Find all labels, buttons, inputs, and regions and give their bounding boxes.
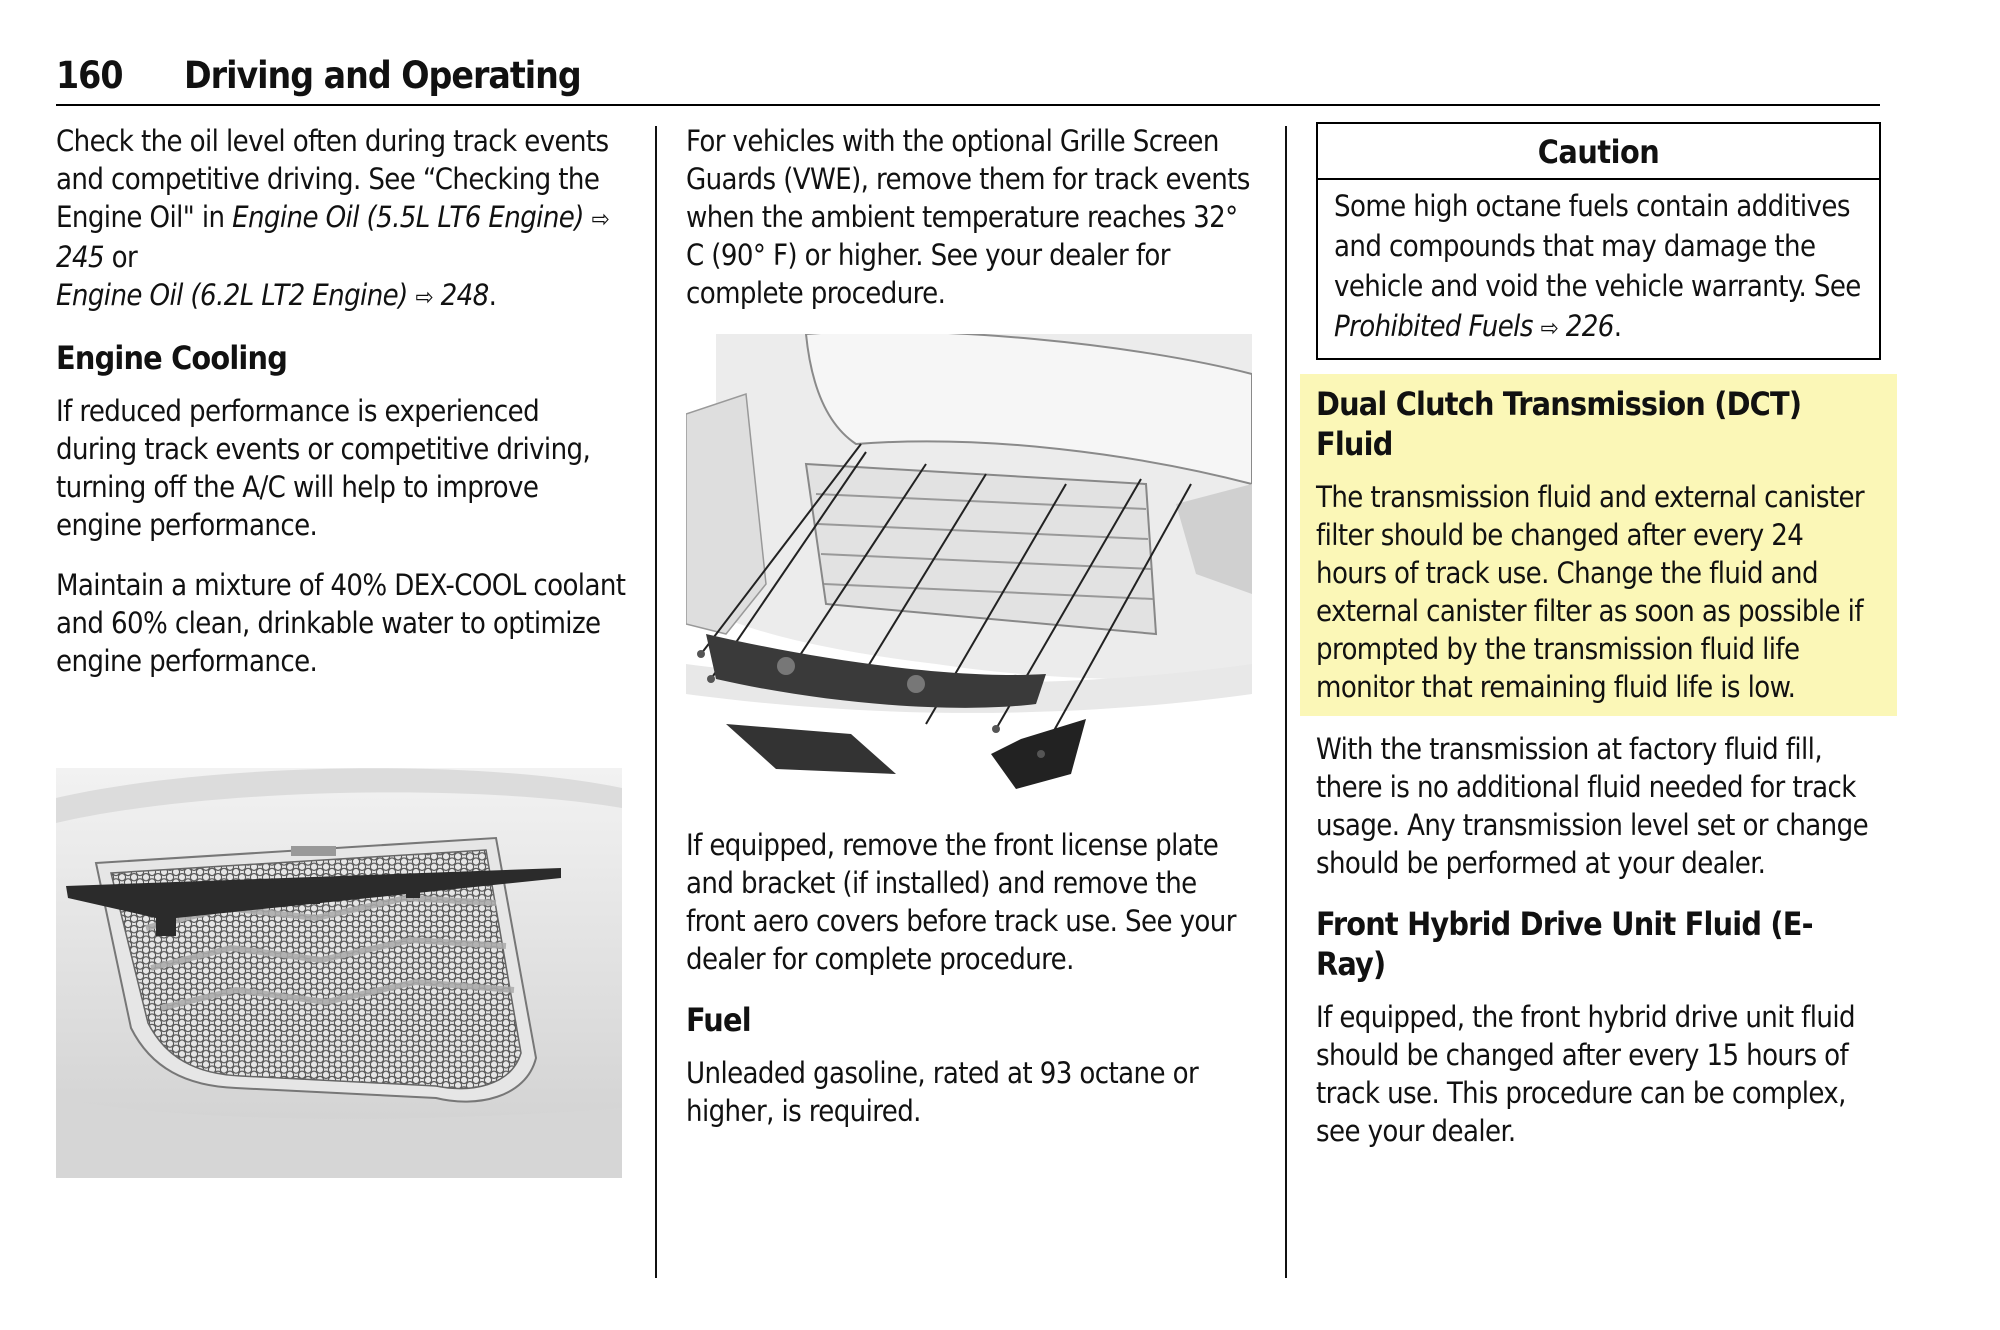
hybrid-paragraph: If equipped, the front hybrid drive unit fluid should be changed after every 15 hours of track use. This procedure can be complex, see your dealer.	[1316, 1000, 1855, 1148]
page-number: 160	[56, 54, 123, 97]
dct-highlight-block	[1300, 374, 1897, 716]
engine-cooling-heading: Engine Cooling	[56, 339, 288, 377]
dct-paragraph-2: With the transmission at factory fluid fill, there is no additional fluid needed for track usage. Any transmission level set or change should be performed at your dealer.	[1316, 732, 1869, 880]
grille-screen-illustration	[56, 768, 622, 1178]
cooling-paragraph-1: If reduced performance is experienced during track events or competitive driving, turning off the A/C will help to improve engine performance.	[56, 394, 591, 542]
caution-text: Some high octane fuels contain additives and compounds that may damage the vehicle and void the vehicle warranty. See Prohibited Fuels ⇨ 226.	[1334, 189, 1861, 343]
page-header	[56, 54, 1880, 106]
fuel-paragraph: Unleaded gasoline, rated at 93 octane or higher, is required.	[686, 1056, 1199, 1128]
oil-ref-lt6-link[interactable]: Engine Oil (5.5L LT6 Engine) ⇨ 245	[56, 200, 609, 274]
page-ref-arrow-icon: ⇨	[1540, 314, 1559, 342]
cooling-paragraph-2: Maintain a mixture of 40% DEX-COOL coolant and 60% clean, drinkable water to optimize engine performance.	[56, 568, 626, 678]
column-right	[1316, 122, 1881, 1172]
caution-title: Caution	[1318, 124, 1879, 180]
grille-guards-paragraph: For vehicles with the optional Grille Screen Guards (VWE), remove them for track events when the ambient temperature reaches 32° C (90° F) or higher. See your dealer for complete procedure.	[686, 124, 1250, 310]
dct-paragraph-1: The transmission fluid and external canister filter should be changed after every 24 hours of track use. Change the fluid and external canister filter as soon as possible if prompted by the transmission fluid life monitor that remaining fluid life is low.	[1316, 480, 1865, 704]
caution-box	[1316, 122, 1881, 360]
page-ref-arrow-icon: ⇨	[591, 205, 609, 233]
oil-check-paragraph: Check the oil level often during track events and competitive driving. See “Checking the Engine Oil" in Engine Oil (5.5L LT6 Engine) ⇨ 245 or Engine Oil (6.2L LT2 Engine) ⇨ 248.	[56, 124, 609, 312]
prohibited-fuels-link[interactable]: Prohibited Fuels ⇨ 226	[1334, 309, 1614, 343]
column-divider-right	[1285, 126, 1287, 1278]
page-ref-arrow-icon: ⇨	[415, 283, 433, 311]
license-plate-paragraph: If equipped, remove the front license plate and bracket (if installed) and remove the front aero covers before track use. See your dealer for complete procedure.	[686, 828, 1236, 976]
section-title: Driving and Operating	[184, 54, 581, 97]
oil-ref-lt2-link[interactable]: Engine Oil (6.2L LT2 Engine) ⇨ 248	[56, 278, 489, 312]
column-middle	[686, 122, 1256, 1152]
front-aero-covers-illustration	[686, 334, 1252, 800]
dct-fluid-heading: Dual Clutch Transmission (DCT) Fluid	[1316, 385, 1802, 463]
column-divider-left	[655, 126, 657, 1278]
column-left	[56, 122, 626, 1178]
hybrid-fluid-heading: Front Hybrid Drive Unit Fluid (E-Ray)	[1316, 905, 1813, 983]
fuel-heading: Fuel	[686, 1001, 751, 1039]
